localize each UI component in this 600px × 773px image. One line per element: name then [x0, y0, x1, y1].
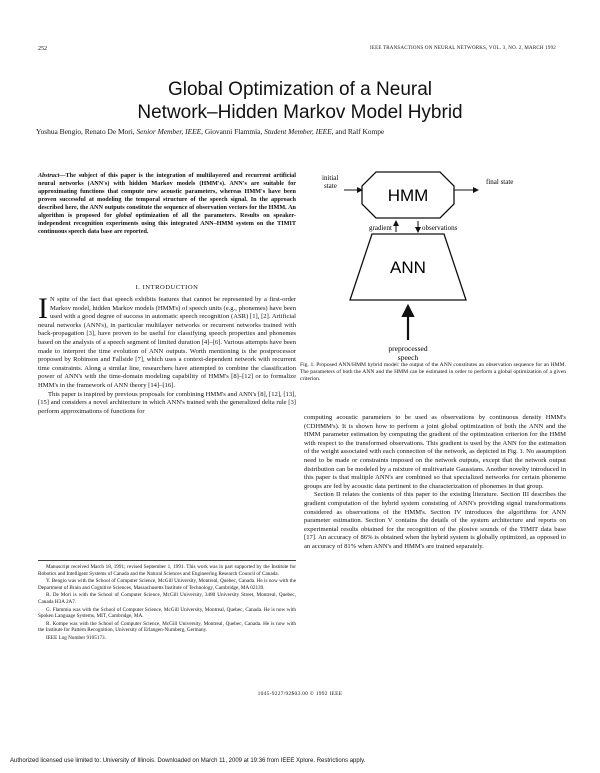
abstract [38, 172, 296, 236]
footnote: G. Flammia was with the School of Computer Science, McGill University, Montreal, Quebec, Canada. He is now with Spoken Language Systems, MIT, Cambridge, MA. [38, 606, 296, 620]
author-role: Senior Member, IEEE, [134, 127, 203, 136]
abstract-text-b: optimization of all the parameters. Results on speaker-independent recognition experiments using this integrated ANN–HMM system on the TIMIT continuous speech data base are reported. [38, 212, 296, 235]
observations-label: observations [422, 224, 458, 232]
footnote: R. Kompe was with the School of Computer Science, McGill University, Montreal, Quebec, Canada. He is now with the Institute for Pattern Recognition, University of Erlangen-Nurnberg, Germany. [38, 620, 296, 634]
intro-paragraph-1: N spite of the fact that speech exhibits features that cannot be represented by a first-order Markov model, hidden Markov models (HMM's) of speech units (e.g., phonemes) have been used with a good degree of success in automatic speech recognition (ASR) [1], [2]. Artificial neural networks (ANN's), in particular multilayer networks or recurrent networks trained with back-propagation [3], have proven to be useful for classifying speech properties and phonemes based on the analysis of a speech segment of limited duration [4]–[6]. Various attempts have been made to interpret the time evolution of ANN outputs. Worth mentioning is the postprocessor proposed by Robinson and Fallside [7], which uses a context-dependent network with recurrent time constraints. Along a similar line, researchers have attempted to combine the classification power of ANN's with the time-domain modeling capability of HMM's [8]–[12] or to formalize HMM's in the framework of ANN theory [14]–[16]. [38, 296, 296, 389]
introduction-body [38, 292, 296, 416]
footnote: IEEE Log Number 9105173. [46, 634, 106, 641]
speech-label: speech [397, 353, 419, 362]
ann-label: ANN [390, 258, 426, 277]
initial-state-label-2: state [324, 182, 337, 190]
paper-title [0, 78, 600, 124]
journal-header: IEEE TRANSACTIONS ON NEURAL NETWORKS, VOL. 3, NO. 2, MARCH 1992 [370, 46, 556, 51]
right-paragraph-2: Section II relates the contents of this paper to the existing literature. Section III describes the gradient computation of the hybrid system consisting of ANN's providing signal transformations considered as observations of the HMM's. Section IV introduces the algorithms for ANN parameter estimation. Section V contains the details of the system architecture and reports on experimental results obtained for the recognition of the plosive sounds of the TIMIT data base [17]. An accuracy of 86% is obtained when the hybrid system is globally optimized, as opposed to an accuracy of 81% when ANN's and HMM's are trained separately. [304, 491, 566, 550]
section-heading-introduction: I. INTRODUCTION [135, 284, 199, 291]
author-flammia: Giovanni Flammia, [202, 127, 263, 136]
page-number: 252 [38, 46, 47, 52]
gradient-label: gradient [369, 224, 392, 232]
abstract-text-a: The subject of this paper is the integration of multilayered and recurrent artificial neural networks (ANN's) with hidden Markov models (HMM's). ANN's are suitable for approximating functions that compute new acoustic parameters, whereas HMM's have been proven successful at modeling the temporal structure of the speech signal. In the approach described here, the ANN outputs constitute the sequence of observation vectors for the HMM. An algorithm is proposed for [38, 172, 296, 219]
preprocessed-label: preprocessed [388, 344, 428, 353]
intro-paragraph-2: This paper is inspired by previous proposals for combining HMM's and ANN's [8], [12], [13], [15] and considers a novel architecture in which ANN's trained with the generalized delta rule [3] perform approximations of functions for [38, 390, 296, 415]
author-list [36, 127, 564, 136]
right-column-body [304, 414, 566, 552]
initial-state-label: initial [322, 174, 339, 182]
license-notice: Authorized licensed use limited to: University of Illinois. Downloaded on March 11, 2009 at 19:36 from IEEE Xplore. Restrictions apply. [10, 758, 366, 764]
drop-cap: I [38, 292, 48, 325]
hmm-label: HMM [387, 186, 429, 205]
author-bengio-demori: Yoshua Bengio, Renato De Mori, [36, 127, 135, 136]
figure-1-caption: Fig. 1. Proposed ANN/HMM hybrid model: the output of the ANN constitutes an observation sequence for an HMM. The parameters of both the ANN and the HMM can be estimated in order to perform a global optimization of a given criterion. [300, 362, 566, 382]
footnote: Y. Bengio was with the School of Computer Science, McGill University, Montreal, Quebec, Canada. He is now with the Department of Brain and Cognitive Sciences, Massachusetts Institute of Technology, Cambridge, MA 02139. [38, 578, 296, 591]
right-paragraph-1: computing acoustic parameters to be used as observations by continuous density HMM's (CDHMM's). It is shown how to perform a joint global optimization of both the ANN and the HMM parameter estimation by computing the gradient of the optimization criterion for the HMM with respect to the transformed observations. This gradient is used by the ANN for the estimation of the weight associated with each connection of the network, as depicted in Fig. 1. No assumption need to be made or constraints imposed on the network outputs, except that the network output distribution can be modeled by a mixture of multivariate Gaussians. Another novelty introduced in this paper is that multiple ANN's are combined so that specialized networks for certain phoneme groups are fed by acoustic data pertinent to the characterization of phonemes in that group. [304, 414, 566, 490]
figure-1-diagram [300, 150, 570, 380]
final-state-label: final state [486, 178, 514, 186]
author-role: Student Member, IEEE, [262, 127, 334, 136]
abstract-label: Abstract— [38, 172, 66, 179]
title-line-2: Network–Hidden Markov Model Hybrid [137, 102, 463, 123]
footnotes [38, 560, 296, 643]
title-line-1: Global Optimization of a Neural [167, 79, 432, 100]
abstract-italic: global [115, 212, 132, 219]
copyright-line: 1045-9227/92$03.00 © 1992 IEEE [257, 691, 343, 697]
author-kompe: and Ralf Kompe [333, 127, 385, 136]
footnote: R. De Mori is with the School of Computer Science, McGill University, 3480 University Street, Montreal, Quebec, Canada H3A 2A7. [38, 592, 296, 605]
footnote: Manuscript received March 18, 1991; revised September 1, 1991. This work was in part supported by the Institute for Robotics and Intelligent Systems of Canada and the Natural Sciences and Engineering Research Council of Canada. [38, 564, 296, 577]
